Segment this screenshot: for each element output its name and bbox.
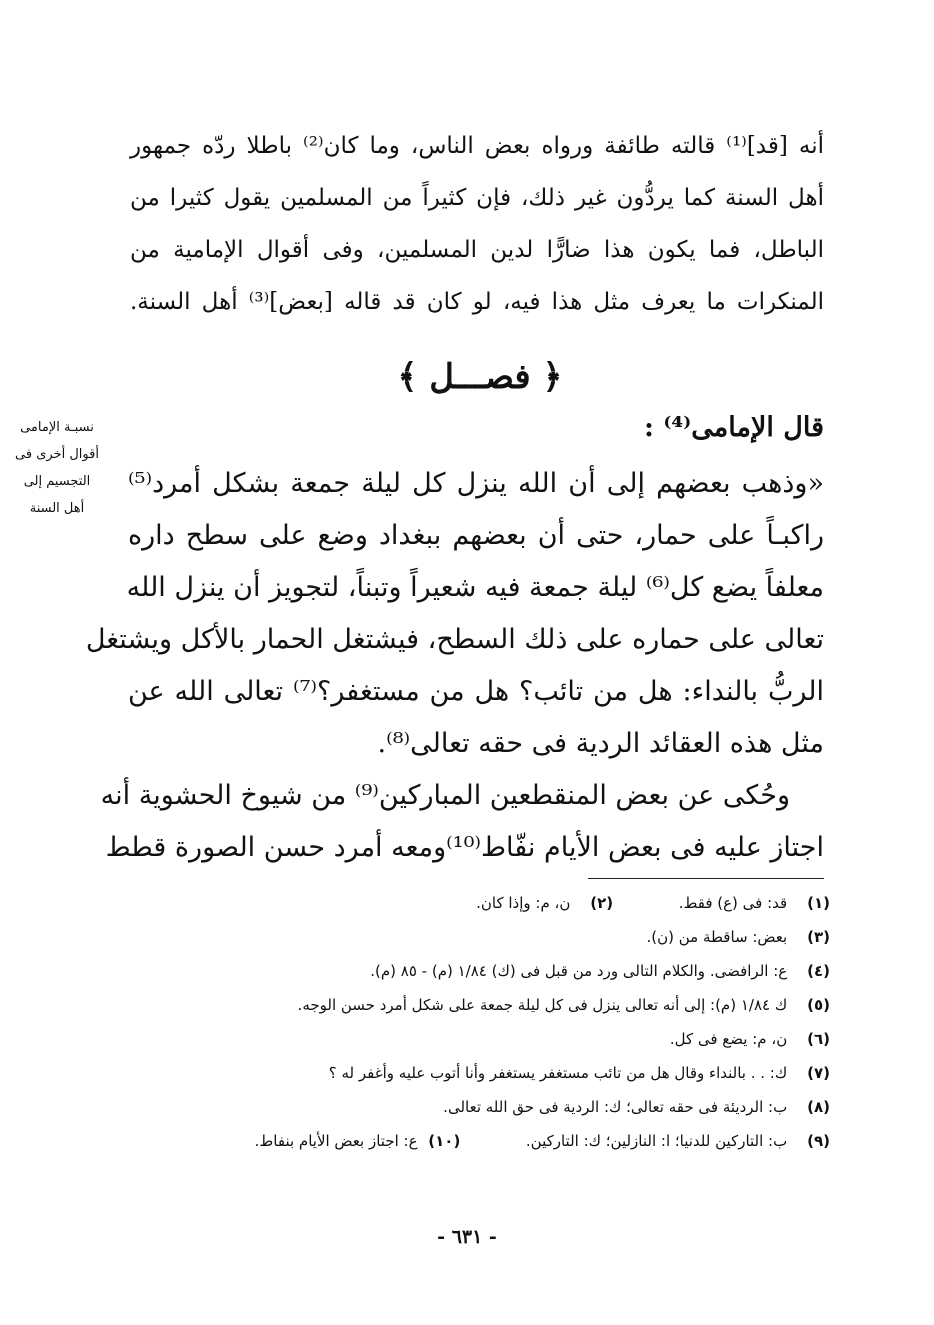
margin-note-line: أقوال أخرى فى [15,447,99,462]
footnote-number: (٥) [807,996,830,1014]
footnote-number: (٤) [807,962,830,980]
footnote-text: ع: الرافضى. والكلام التالى ورد من قبل فى (ك) ١/٨٤ (م) - ٨٥ (م). [370,962,788,980]
body-line: مثل هذه العقائد الردية فى حقه تعالى⁽⁸⁾. [377,728,824,759]
footnote-text: ك: . . بالنداء وقال هل من تائب مستغفر يستغفر وأنا أتوب عليه وأغفر له ؟ [328,1064,788,1082]
footnote-number: (٢) [590,894,614,912]
body-line: الربُّ بالنداء: هل من تائب؟ هل من مستغفر؟⁽⁷⁾ تعالى الله عن [128,676,824,707]
footnote-number: (١) [807,894,830,912]
footnote-number: (٣) [807,928,830,946]
footnote-row [150,1022,830,1056]
footnote-row [150,1056,830,1090]
section-heading: قال الإمامى⁽⁴⁾ : [644,412,824,443]
intro-line: الباطل، فما يكون هذا ضارًّا لدين المسلمين، وفى أقوال الإمامية من [130,237,824,263]
footnotes [150,886,830,1158]
footnote-text: قد: فى (ع) فقط. [678,894,788,912]
footnote-row [150,1124,830,1158]
footnote-number: (٦) [807,1030,830,1048]
body-line: تعالى على حماره على ذلك السطح، فيشتغل الحمار بالأكل ويشتغل [85,624,824,655]
footnote-number: (٨) [807,1098,830,1116]
margin-note [4,414,110,522]
footnote-row [150,920,830,954]
margin-note-line: نسبـة الإمامى [20,420,94,435]
intro-line: أنه [قد]⁽¹⁾ قالته طائفة ورواه بعض الناس، وما كان⁽²⁾ باطلا ردّه جمهور [130,133,824,159]
body-line: معلفاً يضع كل⁽⁶⁾ ليلة جمعة فيه شعيراً وتبناً، لتجويز أن ينزل الله [126,572,824,603]
footnote-text: بعض: ساقطة من (ن). [646,928,788,946]
footnote-text: ن، م: يضع فى كل. [669,1030,788,1048]
footnote-text: ب: الرديئة فى حقه تعالى؛ ك: الردية فى حق الله تعالى. [443,1098,788,1116]
footnote-number: (٧) [807,1064,830,1082]
page-number: - ٦٣١ - [437,1226,497,1248]
footnote-text: ن، م: وإذا كان. [476,894,571,912]
margin-note-line: التجسيم إلى [23,474,91,489]
body-line: راكبـاً على حمار، حتى أن بعضهم ببغداد وضع على سطح داره [128,520,824,551]
footnote-row [150,886,830,920]
body-paragraph [85,458,824,874]
body-line: اجتاز عليه فى بعض الأيام نفّاط⁽¹⁰⁾ومعه أمرد حسن الصورة قطط [105,832,824,863]
footnote-text: ك ١/٨٤ (م): إلى أنه تعالى ينزل فى كل ليلة جمعة على شكل أمرد حسن الوجه. [297,996,788,1014]
footnote-number: (٩) [807,1132,830,1150]
footnote-row [150,954,830,988]
margin-note-line: أهل السنة [29,501,85,516]
intro-paragraph [130,120,824,328]
body-line: «وذهب بعضهم إلى أن الله ينزل كل ليلة جمعة بشكل أمرد⁽⁵⁾ [128,468,824,499]
footnote-text: ع: اجتاز بعض الأيام بنفاط. [254,1132,418,1150]
footnote-separator [588,878,824,879]
body-line: وحُكى عن بعض المنقطعين المباركين⁽⁹⁾ من شيوخ الحشوية أنه [100,780,790,811]
footnote-row [150,1090,830,1124]
intro-line: المنكرات ما يعرف مثل هذا فيه، لو كان قد قاله [بعض]⁽³⁾ أهل السنة. [130,289,824,315]
section-title: ﴿ فصـــل ﴾ [397,357,563,397]
footnote-text: ب: التاركين للدنيا؛ ا: النازلين؛ ك: التاركين. [525,1132,788,1150]
footnote-row [150,988,830,1022]
intro-line: أهل السنة كما يردُّون غير ذلك، فإن كثيراً من المسلمين يقول كثيرا من [130,185,824,211]
footnote-number: (١٠) [428,1132,461,1150]
